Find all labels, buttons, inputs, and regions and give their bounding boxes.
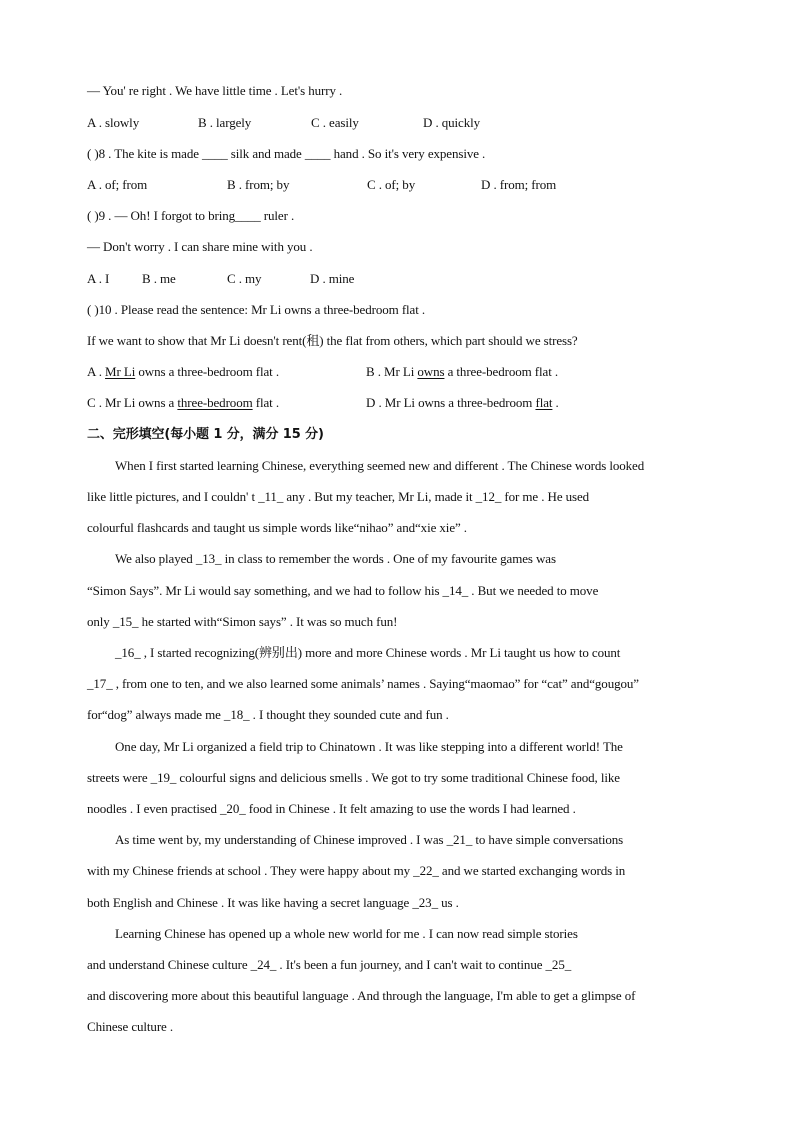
q10-options-ab bbox=[87, 362, 734, 382]
q10-option-d: D . Mr Li owns a three-bedroom flat . bbox=[366, 395, 559, 410]
section-heading: 二、完形填空(每小题 1 分，满分 15 分) bbox=[87, 427, 324, 442]
passage-line: both English and Chinese . It was like having a secret language _23_ us . bbox=[87, 895, 459, 910]
q9-option-c: C . my bbox=[227, 271, 262, 286]
passage-line: only _15_ he started with“Simon says” . It was so much fun! bbox=[87, 614, 398, 629]
passage-line: colourful flashcards and taught us simple words like“nihao” and“xie xie” . bbox=[87, 520, 467, 535]
passage-line: with my Chinese friends at school . They were happy about my _22_ and we started exchanging words in bbox=[87, 863, 626, 878]
q7-reply: — You' re right . We have little time . Let's hurry . bbox=[87, 83, 343, 98]
q7-option-a: A . slowly bbox=[87, 115, 140, 130]
q10-option-c-underlined: three-bedroom bbox=[177, 395, 253, 410]
passage-line: “Simon Says”. Mr Li would say something, and we had to follow his _14_ . But we needed to move bbox=[87, 583, 599, 598]
passage-line: for“dog” always made me _18_ . I thought they sounded cute and fun . bbox=[87, 707, 449, 722]
passage-line: like little pictures, and I couldn' t _11_ any . But my teacher, Mr Li, made it _12_ for me . He used bbox=[87, 489, 590, 504]
q9-stem: ( )9 . — Oh! I forgot to bring____ ruler . bbox=[87, 208, 295, 223]
q10-option-b: B . Mr Li owns a three-bedroom flat . bbox=[366, 364, 559, 379]
passage-line: _16_ , I started recognizing(辨别出) more and more Chinese words . Mr Li taught us how to count bbox=[115, 645, 621, 660]
q10-option-d-underlined: flat bbox=[535, 395, 553, 410]
passage-line: and discovering more about this beautiful language . And through the language, I'm able to get a glimpse of bbox=[87, 988, 636, 1003]
q10-question: If we want to show that Mr Li doesn't rent(租) the flat from others, which part should we stress? bbox=[87, 333, 578, 348]
q9-option-d: D . mine bbox=[310, 271, 355, 286]
q8-option-d: D . from; from bbox=[481, 177, 557, 192]
q8-option-b: B . from; by bbox=[227, 177, 290, 192]
q9-option-b: B . me bbox=[142, 271, 176, 286]
passage-line: One day, Mr Li organized a field trip to Chinatown . It was like stepping into a different world! The bbox=[115, 739, 623, 754]
passage-line: and understand Chinese culture _24_ . It's been a fun journey, and I can't wait to continue _25_ bbox=[87, 957, 572, 972]
passage-line: When I first started learning Chinese, everything seemed new and different . The Chinese words looked bbox=[115, 458, 645, 473]
q10-option-c: C . Mr Li owns a three-bedroom flat . bbox=[87, 395, 279, 410]
q10-option-a: A . Mr Li owns a three-bedroom flat . bbox=[87, 364, 279, 379]
passage-line: Learning Chinese has opened up a whole new world for me . I can now read simple stories bbox=[115, 926, 578, 941]
q10-stem: ( )10 . Please read the sentence: Mr Li owns a three-bedroom flat . bbox=[87, 302, 426, 317]
q7-option-c: C . easily bbox=[311, 115, 359, 130]
q9-options bbox=[87, 269, 734, 289]
q8-options bbox=[87, 175, 734, 195]
q10-option-a-underlined: Mr Li bbox=[105, 364, 136, 379]
passage-line: As time went by, my understanding of Chinese improved . I was _21_ to have simple conversations bbox=[115, 832, 624, 847]
q7-option-d: D . quickly bbox=[423, 115, 481, 130]
q7-options bbox=[87, 113, 734, 133]
passage-line: Chinese culture . bbox=[87, 1019, 174, 1034]
q10-options-cd bbox=[87, 393, 734, 413]
passage-line: noodles . I even practised _20_ food in Chinese . It felt amazing to use the words I had learned . bbox=[87, 801, 576, 816]
q9-option-a: A . I bbox=[87, 271, 110, 286]
passage-line: We also played _13_ in class to remember the words . One of my favourite games was bbox=[115, 551, 556, 566]
q8-option-c: C . of; by bbox=[367, 177, 416, 192]
q9-reply: — Don't worry . I can share mine with you . bbox=[87, 239, 313, 254]
q10-option-b-underlined: owns bbox=[417, 364, 445, 379]
q8-stem: ( )8 . The kite is made ____ silk and made ____ hand . So it's very expensive . bbox=[87, 146, 486, 161]
q8-option-a: A . of; from bbox=[87, 177, 148, 192]
passage-line: _17_ , from one to ten, and we also learned some animals’ names . Saying“maomao” for “cat” and“gougou” bbox=[87, 676, 639, 691]
passage-line: streets were _19_ colourful signs and delicious smells . We got to try some traditional Chinese food, like bbox=[87, 770, 620, 785]
q7-option-b: B . largely bbox=[198, 115, 252, 130]
